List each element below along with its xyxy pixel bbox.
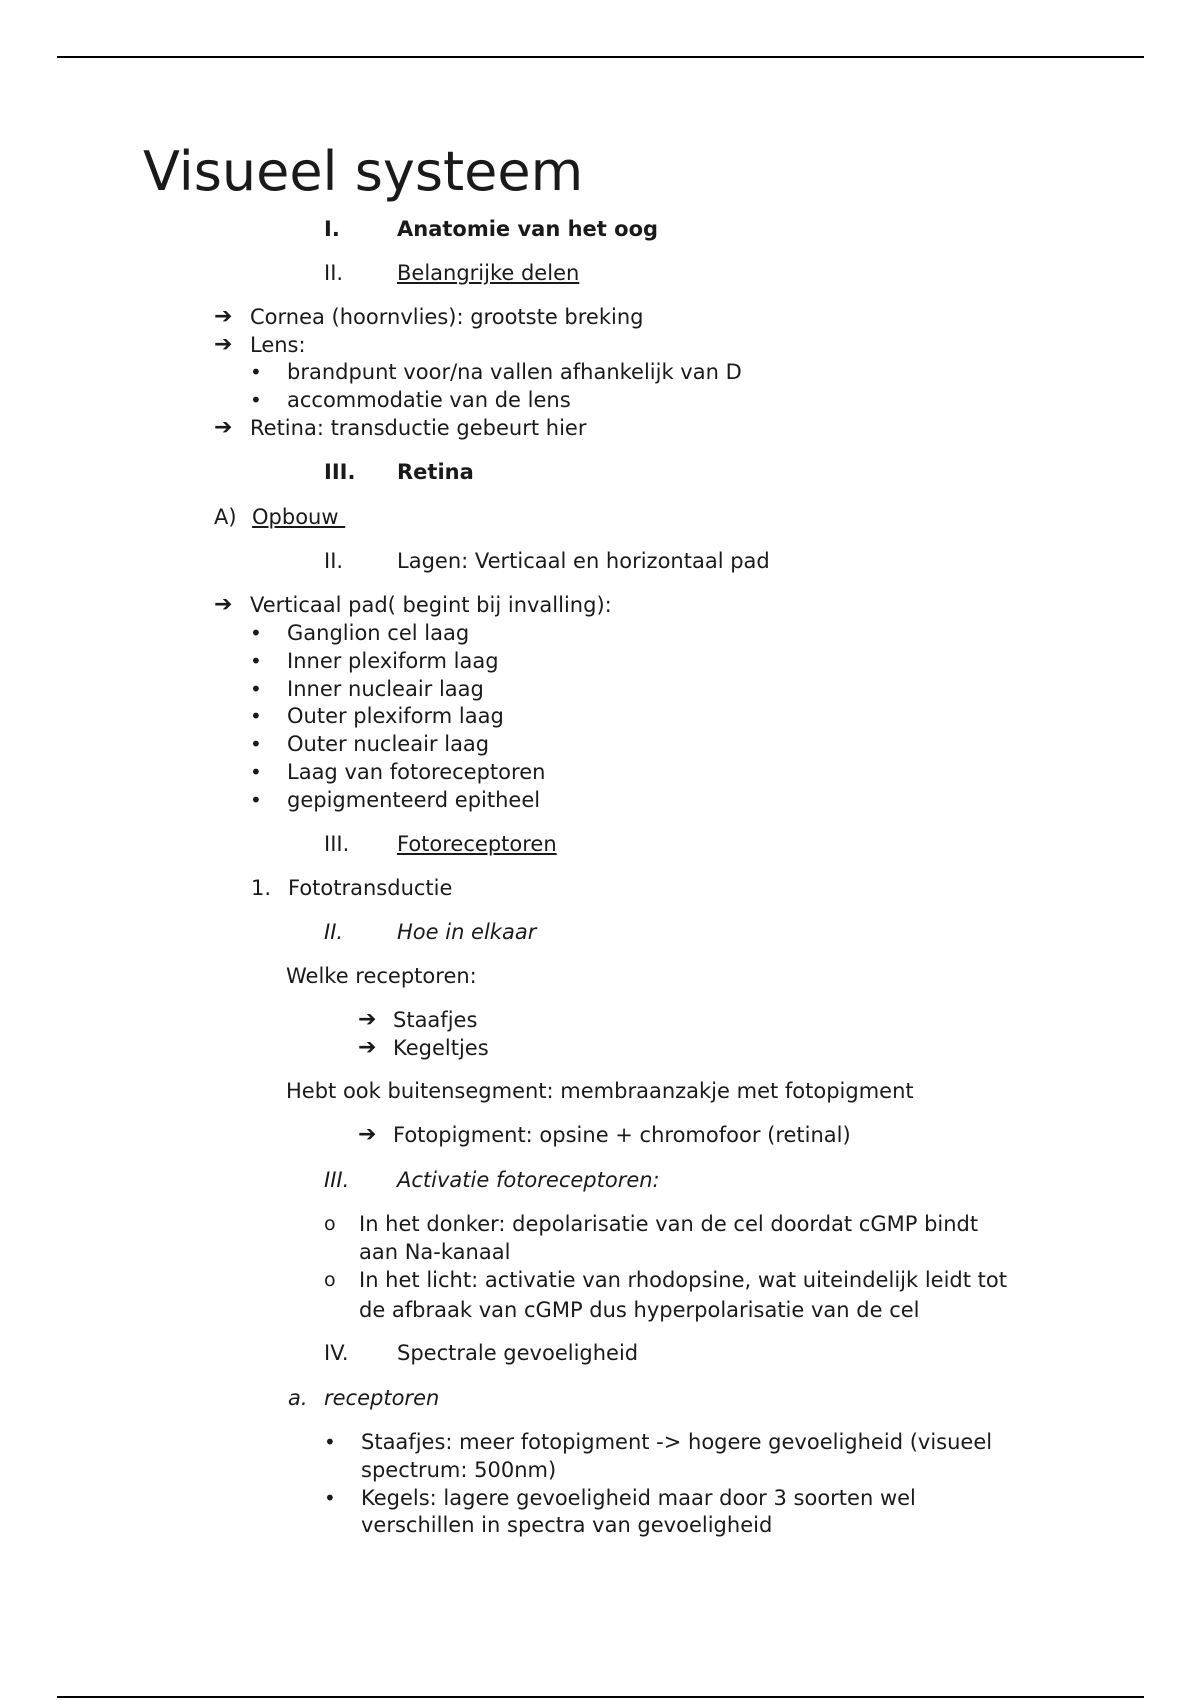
list-item-text: In het donker: depolarisatie van de cel doordat cGMP bindt (359, 1212, 979, 1236)
list-item-text: Inner plexiform laag (287, 649, 499, 673)
list-item-text: de afbraak van cGMP dus hyperpolarisatie van de cel (359, 1298, 920, 1322)
arrow-icon: ➔ (358, 1035, 377, 1060)
heading-text: Fototransductie (288, 876, 453, 900)
bullet-icon: • (250, 760, 262, 784)
heading-text: Retina (397, 460, 474, 484)
list-item-text: Outer nucleair laag (287, 732, 490, 756)
list-item-text: Inner nucleair laag (287, 677, 484, 701)
heading-text: Fotoreceptoren (397, 832, 557, 856)
bullet-icon: • (250, 732, 262, 756)
arrow-icon: ➔ (214, 304, 233, 329)
arrow-icon: ➔ (214, 592, 233, 617)
heading-text: receptoren (324, 1386, 440, 1410)
heading-marker: III. (324, 832, 350, 856)
bullet-icon: • (250, 677, 262, 701)
list-item-text: Retina: transductie gebeurt hier (250, 416, 587, 440)
heading-text: Spectrale gevoeligheid (397, 1341, 639, 1365)
list-item-text: gepigmenteerd epitheel (287, 788, 541, 812)
heading-marker: III. (324, 1168, 350, 1192)
bullet-icon: • (250, 388, 262, 412)
heading-marker: II. (324, 549, 344, 573)
heading-marker: II. (324, 920, 344, 944)
list-item-text: Staafjes (393, 1008, 478, 1032)
bullet-icon: • (250, 704, 262, 728)
bullet-icon: • (250, 649, 262, 673)
heading-text: Hoe in elkaar (397, 920, 537, 944)
bullet-icon: • (250, 621, 262, 645)
heading-marker: 1. (251, 876, 272, 900)
list-item-text: In het licht: activatie van rhodopsine, wat uiteindelijk leidt tot (359, 1268, 1007, 1292)
list-item-text: Fotopigment: opsine + chromofoor (retinal) (393, 1123, 851, 1147)
list-item-text: Ganglion cel laag (287, 621, 470, 645)
list-item-text: Laag van fotoreceptoren (287, 760, 546, 784)
heading-text: Anatomie van het oog (397, 217, 659, 241)
arrow-icon: ➔ (358, 1122, 377, 1147)
heading-marker: IV. (324, 1341, 349, 1365)
heading-marker: A) (214, 505, 237, 529)
list-item-text: brandpunt voor/na vallen afhankelijk van D (287, 360, 742, 384)
list-item-text: verschillen in spectra van gevoeligheid (361, 1513, 773, 1537)
list-item-text: Kegels: lagere gevoeligheid maar door 3 soorten wel (361, 1486, 916, 1510)
paragraph-text: Welke receptoren: (286, 964, 477, 988)
list-item-text: aan Na-kanaal (359, 1240, 511, 1264)
list-item-text: Kegeltjes (393, 1036, 489, 1060)
arrow-icon: ➔ (358, 1007, 377, 1032)
header-rule (57, 56, 1144, 58)
list-item-text: Staafjes: meer fotopigment -> hogere gevoeligheid (visueel (361, 1430, 993, 1454)
bullet-icon: • (324, 1430, 336, 1454)
heading-marker: II. (324, 261, 344, 285)
heading-marker: I. (324, 217, 340, 241)
list-item-text: Lens: (250, 333, 306, 357)
list-item-text: accommodatie van de lens (287, 388, 571, 412)
bullet-icon: • (250, 360, 262, 384)
heading-marker: III. (324, 460, 356, 484)
arrow-icon: ➔ (214, 415, 233, 440)
bullet-icon: • (324, 1486, 336, 1510)
list-item-text: Verticaal pad( begint bij invalling): (250, 593, 612, 617)
arrow-icon: ➔ (214, 332, 233, 357)
heading-text: Belangrijke delen (397, 261, 580, 285)
paragraph-text: Hebt ook buitensegment: membraanzakje met fotopigment (286, 1079, 914, 1103)
list-item-text: spectrum: 500nm) (361, 1458, 557, 1482)
heading-text: Activatie fotoreceptoren: (397, 1168, 660, 1192)
heading-text: Opbouw (252, 505, 346, 529)
heading-text: Lagen: Verticaal en horizontaal pad (397, 549, 770, 573)
footer-rule (57, 1696, 1144, 1698)
page-title: Visueel systeem (143, 140, 584, 203)
list-item-text: Outer plexiform laag (287, 704, 504, 728)
bullet-icon: • (250, 788, 262, 812)
heading-marker: a. (288, 1386, 308, 1410)
circle-bullet-icon: o (324, 1213, 336, 1235)
list-item-text: Cornea (hoornvlies): grootste breking (250, 305, 644, 329)
circle-bullet-icon: o (324, 1269, 336, 1291)
